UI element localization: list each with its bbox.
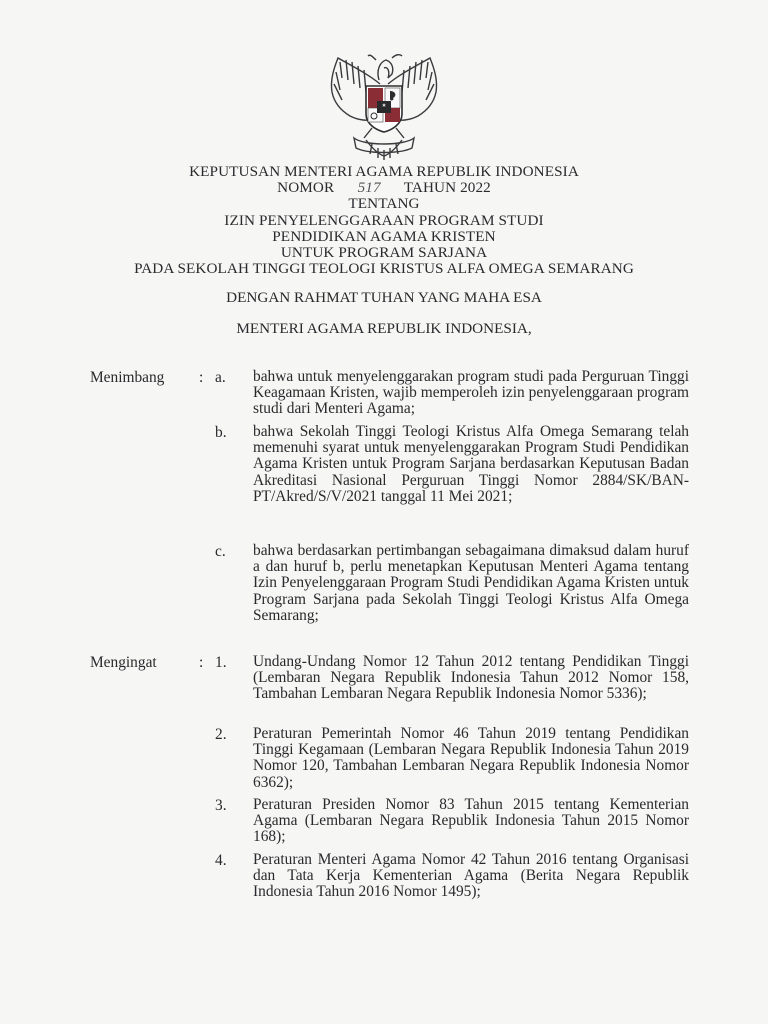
legal-basis-item: Undang-Undang Nomor 12 Tahun 2012 tentang Pendidikan Tinggi (Lembaran Negara Republik Indonesia Tahun 2012 Nomor 158, Tambahan Lembaran Negara Republik Indonesia Nomor 5336); (253, 653, 689, 703)
nomor-label: NOMOR (277, 179, 335, 197)
consideration-item: bahwa Sekolah Tinggi Teologi Kristus Alfa Omega Semarang telah memenuhi syarat untuk menyelenggarakan Program Studi Pendidikan Agama Kristen untuk Program Sarjana berdasarkan Keputusan Badan Akreditasi Nasional Perguruan Tinggi Nomor 2884/SK/BAN-PT/Akred/S/V/2021 tanggal 11 Mei 2021; (253, 423, 689, 505)
legal-basis-item: Peraturan Menteri Agama Nomor 42 Tahun 2016 tentang Organisasi dan Tata Kerja Kementerian Agama (Berita Negara Republik Indonesia Tahun 2016 Nomor 1495); (253, 851, 689, 901)
item-marker: a. (215, 369, 226, 386)
mengingat-colon: : (199, 654, 204, 671)
mengingat-label: Mengingat (90, 654, 157, 671)
authority-line: MENTERI AGAMA REPUBLIK INDONESIA, (236, 320, 532, 337)
subject-line-3: UNTUK PROGRAM SARJANA (280, 244, 488, 262)
item-marker: c. (215, 543, 226, 560)
decree-title: KEPUTUSAN MENTERI AGAMA REPUBLIK INDONESIA (189, 163, 579, 180)
decree-number-line (0, 180, 768, 196)
subject-line-1: IZIN PENYELENGGARAAN PROGRAM STUDI (224, 211, 544, 229)
decree-header (0, 164, 768, 277)
item-marker: 2. (215, 726, 227, 743)
legal-basis-item: Peraturan Presiden Nomor 83 Tahun 2015 tentang Kementerian Agama (Lembaran Negara Republik Indonesia Tahun 2015 Nomor 168); (253, 796, 689, 846)
item-marker: 3. (215, 797, 227, 814)
tentang-label: TENTANG (348, 195, 420, 213)
consideration-item: bahwa berdasarkan pertimbangan sebagaimana dimaksud dalam huruf a dan huruf b, perlu menetapkan Keputusan Menteri Agama tentang Izin Penyelenggaraan Program Studi Pendidikan Agama Kristen untuk Program Sarjana pada Sekolah Tinggi Teologi Kristus Alfa Omega Semarang; (253, 542, 689, 624)
menimbang-colon: : (199, 369, 204, 386)
nomor-value: 517 (357, 179, 381, 197)
consideration-item: bahwa untuk menyelenggarakan program studi pada Perguruan Tinggi Keagamaan Kristen, wajib memperoleh izin penyelenggaraan program studi dari Menteri Agama; (253, 368, 689, 418)
invocation: DENGAN RAHMAT TUHAN YANG MAHA ESA (226, 289, 542, 306)
item-marker: 1. (215, 654, 227, 671)
tahun-label: TAHUN 2022 (403, 179, 491, 197)
garuda-emblem-icon (324, 44, 444, 162)
menimbang-label: Menimbang (90, 369, 165, 386)
subject-line-2: PENDIDIKAN AGAMA KRISTEN (272, 227, 496, 245)
item-marker: b. (215, 424, 227, 441)
legal-basis-item: Peraturan Pemerintah Nomor 46 Tahun 2019 tentang Pendidikan Tinggi Kegamaan (Lembaran Negara Republik Indonesia Tahun 2019 Nomor 120, Tambahan Lembaran Negara Republik Indonesia Nomor 6362); (253, 725, 689, 791)
item-marker: 4. (215, 852, 227, 869)
subject-line-4: PADA SEKOLAH TINGGI TEOLOGI KRISTUS ALFA OMEGA SEMARANG (134, 260, 634, 278)
